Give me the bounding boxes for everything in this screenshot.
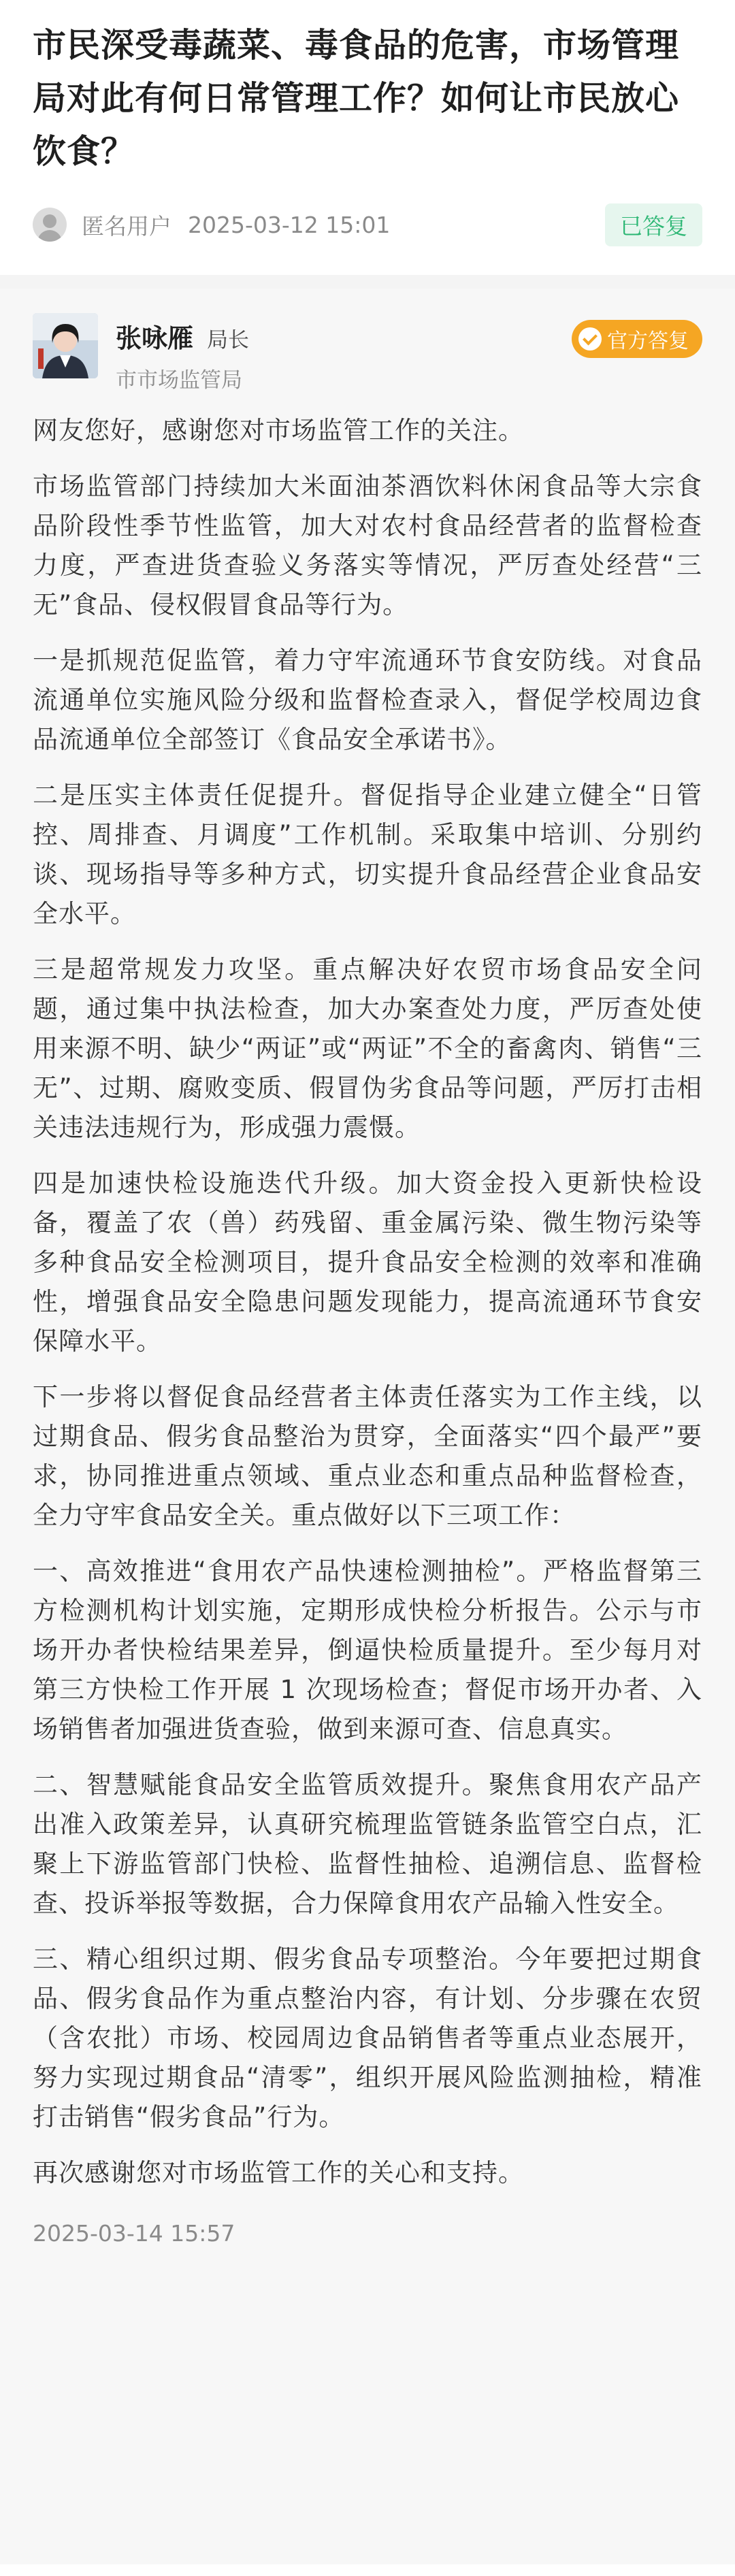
answer-body: [33, 411, 702, 2193]
official-reply-badge: [572, 320, 702, 358]
user-avatar-icon: [33, 208, 67, 242]
answer-paragraph: 网友您好，感谢您对市场监管工作的关注。: [33, 416, 524, 445]
official-reply-label: 官方答复: [607, 329, 689, 353]
check-circle-icon: [578, 327, 602, 350]
question-title: 市民深受毒蔬菜、毒食品的危害，市场管理局对此有何日常管理工作？如何让市民放心饮食？: [33, 26, 680, 171]
answer-paragraph: 二、智慧赋能食品安全监管质效提升。聚焦食用农产品产出准入政策差异，认真研究梳理监管链条监管空白点，汇聚上下游监管部门快检、监督性抽检、追溯信息、监督检查、投诉举报等数据，合力保障食用农产品输入性安全。: [33, 1770, 702, 1918]
answerer-position: 局长: [207, 328, 250, 353]
question-time: 2025-03-12 15:01: [188, 211, 391, 238]
answer-paragraph: 二是压实主体责任促提升。督促指导企业建立健全“日管控、周排查、月调度”工作机制。采取集中培训、分别约谈、现场指导等多种方式，切实提升食品经营企业食品安全水平。: [33, 781, 702, 928]
answer-header: [33, 313, 702, 393]
answer-time: 2025-03-14 15:57: [33, 2220, 235, 2247]
answer-paragraph: 四是加速快检设施迭代升级。加大资金投入更新快检设备，覆盖了农（兽）药残留、重金属污染、微生物污染等多种食品安全检测项目，提升食品安全检测的效率和准确性，增强食品安全隐患问题发现能力，提高流通环节食安保障水平。: [33, 1169, 702, 1356]
question-user: 匿名用户: [82, 212, 172, 240]
answer-paragraph: 三、精心组织过期、假劣食品专项整治。今年要把过期食品、假劣食品作为重点整治内容，有计划、分步骤在农贸（含农批）市场、校园周边食品销售者等重点业态展开，努力实现过期食品“清零”，组织开展风险监测抽检，精准打击销售“假劣食品”行为。: [33, 1944, 702, 2132]
answer-paragraph: 一、高效推进“食用农产品快速检测抽检”。严格监督第三方检测机构计划实施，定期形成快检分析报告。公示与市场开办者快检结果差异，倒逼快检质量提升。至少每月对第三方快检工作开展 1 次现场检查；督促市场开办者、入场销售者加强进货查验，做到来源可查、信息真实。: [33, 1556, 702, 1744]
answer-section: [0, 289, 735, 2564]
answer-paragraph: 市场监管部门持续加大米面油茶酒饮料休闲食品等大宗食品阶段性季节性监管，加大对农村食品经营者的监督检查力度，严查进货查验义务落实等情况，严厉查处经营“三无”食品、侵权假冒食品等行为。: [33, 472, 702, 619]
answerer-info: [116, 313, 572, 393]
answerer-org: 市市场监管局: [116, 368, 242, 393]
question-section: [0, 0, 735, 275]
answer-paragraph: 再次感谢您对市场监管工作的关心和支持。: [33, 2158, 524, 2187]
answer-paragraph: 下一步将以督促食品经营者主体责任落实为工作主线，以过期食品、假劣食品整治为贯穿，全面落实“四个最严”要求，协同推进重点领域、重点业态和重点品种监督检查，全力守牢食品安全关。重点做好以下三项工作：: [33, 1382, 702, 1530]
question-meta: [33, 206, 702, 244]
answer-paragraph: 三是超常规发力攻坚。重点解决好农贸市场食品安全问题，通过集中执法检查，加大办案查处力度，严厉查处使用来源不明、缺少“两证”或“两证”不全的畜禽肉、销售“三无”、过期、腐败变质、假冒伪劣食品等问题，严厉打击相关违法违规行为，形成强力震慑。: [33, 955, 702, 1142]
official-avatar[interactable]: [33, 313, 98, 378]
answerer-name: 张咏雁: [116, 323, 194, 353]
answer-paragraph: 一是抓规范促监管，着力守牢流通环节食安防线。对食品流通单位实施风险分级和监督检查录入，督促学校周边食品流通单位全部签订《食品安全承诺书》。: [33, 646, 702, 754]
status-badge: 已答复: [605, 203, 702, 246]
section-divider: [0, 275, 735, 289]
